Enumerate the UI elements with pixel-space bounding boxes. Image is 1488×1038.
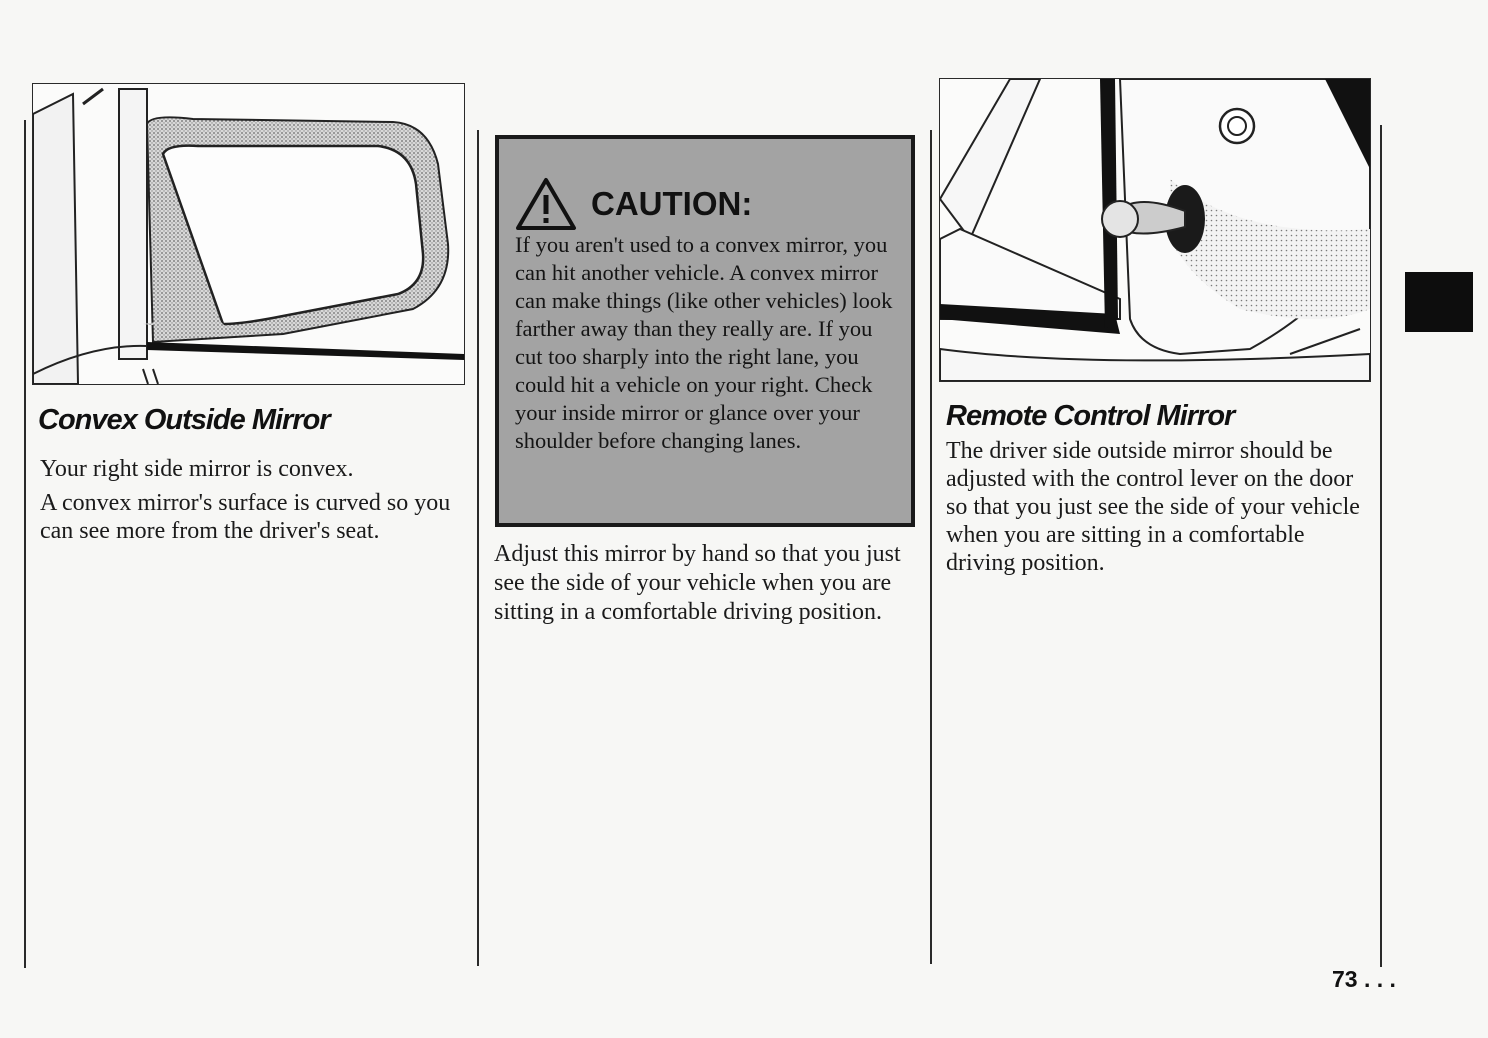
column-rule-right <box>1380 125 1382 967</box>
section-tab-marker <box>1405 272 1473 332</box>
column-rule-middle-left <box>477 130 479 966</box>
remote-control-mirror-illustration <box>939 78 1371 382</box>
page-number: 73 . . . <box>1332 966 1396 992</box>
convex-mirror-body <box>40 455 470 551</box>
remote-control-body: The driver side outside mirror should be adjusted with the control lever on the door so that you just see the side of your vehicle when you are sitting in a comfortable driving position. <box>946 438 1360 576</box>
caution-title: CAUTION: <box>591 185 753 222</box>
caution-text: If you aren't used to a convex mirror, you can hit another vehicle. A convex mirror can make things (like other vehicles) look farther away than they really are. If you cut too sharply into the right lane, you could hit a vehicle on your right. Check your inside mirror or glance over your shoulder before changing lanes. <box>515 232 893 453</box>
heading-remote-control-mirror: Remote Control Mirror <box>946 400 1235 432</box>
convex-mirror-illustration <box>32 83 465 385</box>
column-rule-left <box>24 120 26 968</box>
middle-body: Adjust this mirror by hand so that you just see the side of your vehicle when you are sitting in a comfortable driving position. <box>494 541 901 625</box>
caution-box <box>495 135 915 527</box>
paragraph-surface-curved: A convex mirror's surface is curved so you can see more from the driver's seat. <box>40 490 451 544</box>
paragraph-convex: Your right side mirror is convex. <box>40 456 354 482</box>
warning-triangle-icon <box>515 177 577 231</box>
heading-convex-outside-mirror: Convex Outside Mirror <box>38 404 330 436</box>
column-rule-middle-right <box>930 130 932 964</box>
caution-header <box>515 177 752 231</box>
